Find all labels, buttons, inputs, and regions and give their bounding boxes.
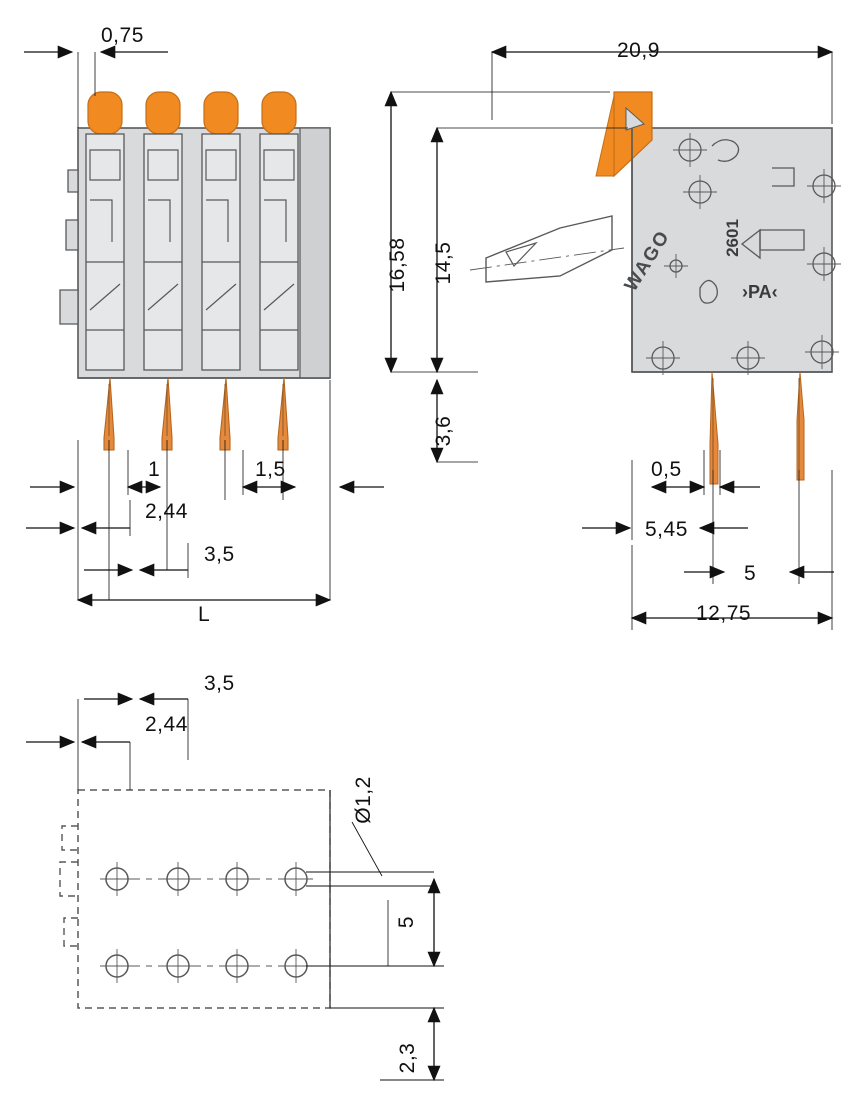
dimension-bottom-2-3: 2,3 <box>396 1042 419 1074</box>
part-number-marking: 2601 <box>722 219 742 257</box>
dimension-side-16-58: 16,58 <box>386 237 409 293</box>
dimension-front-length-L: L <box>198 603 211 626</box>
dimension-bottom-5: 5 <box>395 915 418 929</box>
brand-marking-wago: WAGO <box>620 226 675 296</box>
dimension-side-14-5: 14,5 <box>432 241 455 285</box>
dimension-bottom-hole-diameter: Ø1,2 <box>352 776 375 824</box>
dimension-side-5-45: 5,45 <box>645 518 688 541</box>
dimension-front-1: 1 <box>148 458 161 481</box>
dimension-front-2-44: 2,44 <box>145 500 188 523</box>
dimension-front-3-5: 3,5 <box>204 543 235 566</box>
side-view-geometry <box>470 92 841 484</box>
dimension-side-5: 5 <box>744 562 757 585</box>
dimension-bottom-2-44: 2,44 <box>145 713 188 736</box>
drilling-plan-geometry <box>60 790 330 1008</box>
dimension-side-3-6: 3,6 <box>432 415 455 447</box>
material-marking-pa: ›PA‹ <box>742 282 778 302</box>
dimension-side-20-9: 20,9 <box>617 39 660 62</box>
dimension-front-1-5: 1,5 <box>255 458 286 481</box>
dimension-front-0-75: 0,75 <box>101 24 144 47</box>
dimension-side-0-5: 0,5 <box>651 458 682 481</box>
dimension-side-12-75: 12,75 <box>696 602 752 625</box>
dimension-bottom-3-5: 3,5 <box>204 672 235 695</box>
front-view-geometry <box>60 92 330 450</box>
